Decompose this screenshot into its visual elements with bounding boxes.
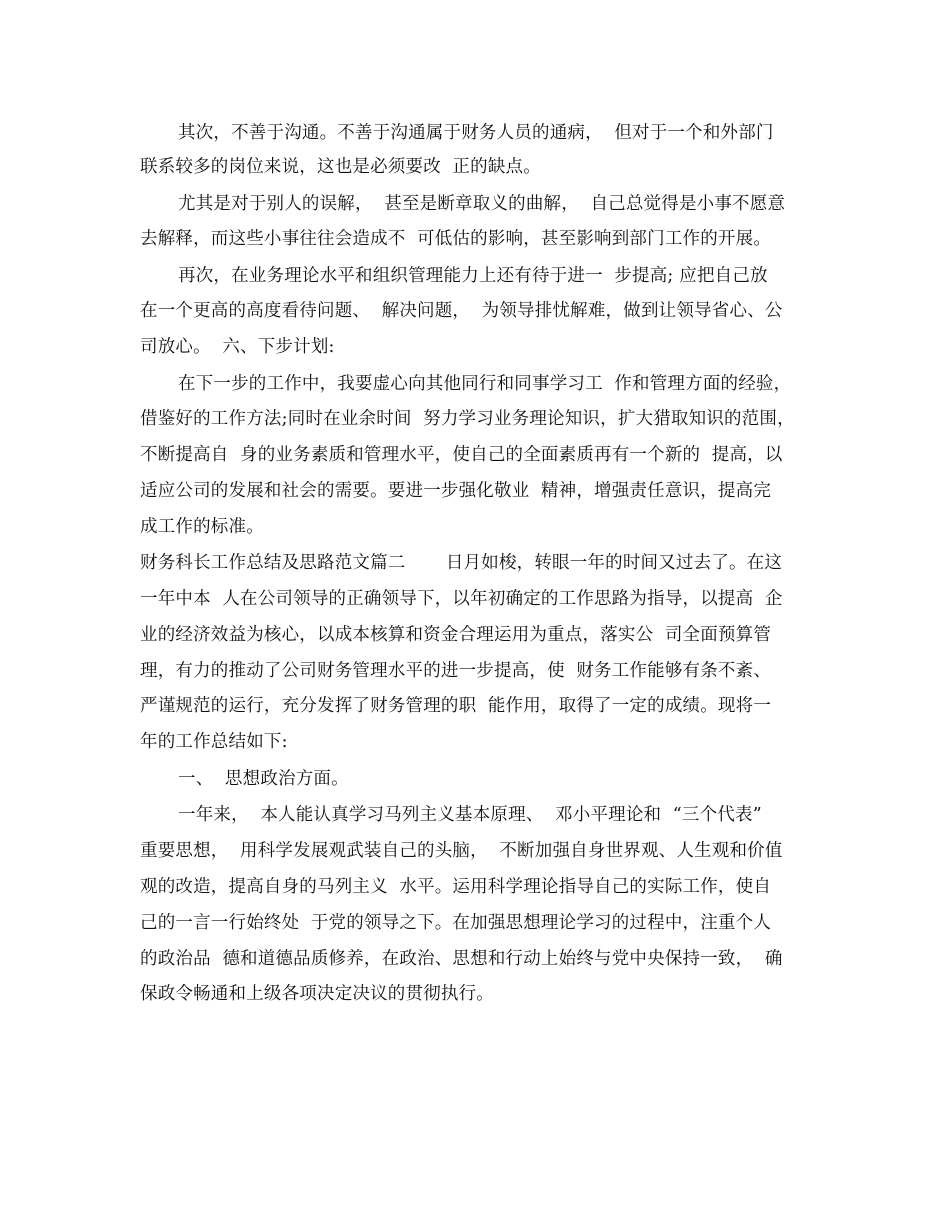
text-line: 在下一步的工作中，我要虚心向其他同行和同事学习工 作和管理方面的经验， [178, 374, 792, 394]
text-line: 的政治品 德和道德品质修养，在政治、思想和行动上始终与党中央保持一致， 确 [140, 949, 783, 969]
text-line: 在一个更高的高度看待问题、 解决问题， 为领导排忧解难，做到让领导省心、公 [140, 301, 783, 321]
text-line: 联系较多的岗位来说，这也是必须要改 正的缺点。 [140, 157, 541, 177]
text-line: 一年中本 人在公司领导的正确领导下，以年初确定的工作思路为指导，以提高 企 [140, 589, 783, 609]
text-line: 不断提高自 身的业务素质和管理水平，使自己的全面素质再有一个新的 提高，以 [140, 445, 783, 465]
text-line: 一年来， 本人能认真学习马列主义基本原理、 邓小平理论和 “三个代表” [178, 805, 762, 825]
text-line: 严谨规范的运行，充分发挥了财务管理的职 能作用，取得了一定的成绩。现将一 [140, 696, 772, 716]
text-line: 适应公司的发展和社会的需要。要进一步强化敬业 精神，增强责任意识，提高完 [140, 481, 772, 501]
text-line: 去解释，而这些小事往往会造成不 可低估的影响，甚至影响到部门工作的开展。 [140, 229, 772, 249]
text-line: 成工作的标准。 [140, 517, 264, 537]
text-line: 观的改造，提高自身的马列主义 水平。运用科学理论指导自己的实际工作，使自 [140, 877, 772, 897]
text-line: 己的一言一行始终处 于党的领导之下。在加强思想理论学习的过程中，注重个人 [140, 913, 772, 933]
subsection-heading: 一、 思想政治方面。 [178, 769, 349, 789]
text-line: 保政令畅通和上级各项决定决议的贯彻执行。 [140, 984, 494, 1004]
text-line: 再次，在业务理论水平和组织管理能力上还有待于进一 步提高; 应把自己放 [178, 266, 768, 286]
text-line: 重要思想， 用科学发展观武装自己的头脑， 不断加强自身世界观、人生观和价值 [140, 841, 783, 861]
text-line: 司放心。 六、下步计划: [140, 337, 335, 357]
text-line: 借鉴好的工作方法;同时在业余时间 努力学习业务理论知识，扩大猎取知识的范围， [140, 409, 795, 429]
section-heading: 财务科长工作总结及思路范文篇二 日月如梭，转眼一年的时间又过去了。在这 [140, 553, 783, 573]
text-line: 理，有力的推动了公司财务管理水平的进一步提高，使 财务工作能够有条不紊、 [140, 661, 772, 681]
text-line: 业的经济效益为核心，以成本核算和资金合理运用为重点，落实公 司全面预算管 [140, 625, 772, 645]
text-line: 其次，不善于沟通。不善于沟通属于财务人员的通病， 但对于一个和外部门 [178, 123, 774, 143]
text-line: 年的工作总结如下: [140, 732, 288, 752]
text-line: 尤其是对于别人的误解， 甚至是断章取义的曲解， 自己总觉得是小事不愿意 [178, 194, 786, 214]
